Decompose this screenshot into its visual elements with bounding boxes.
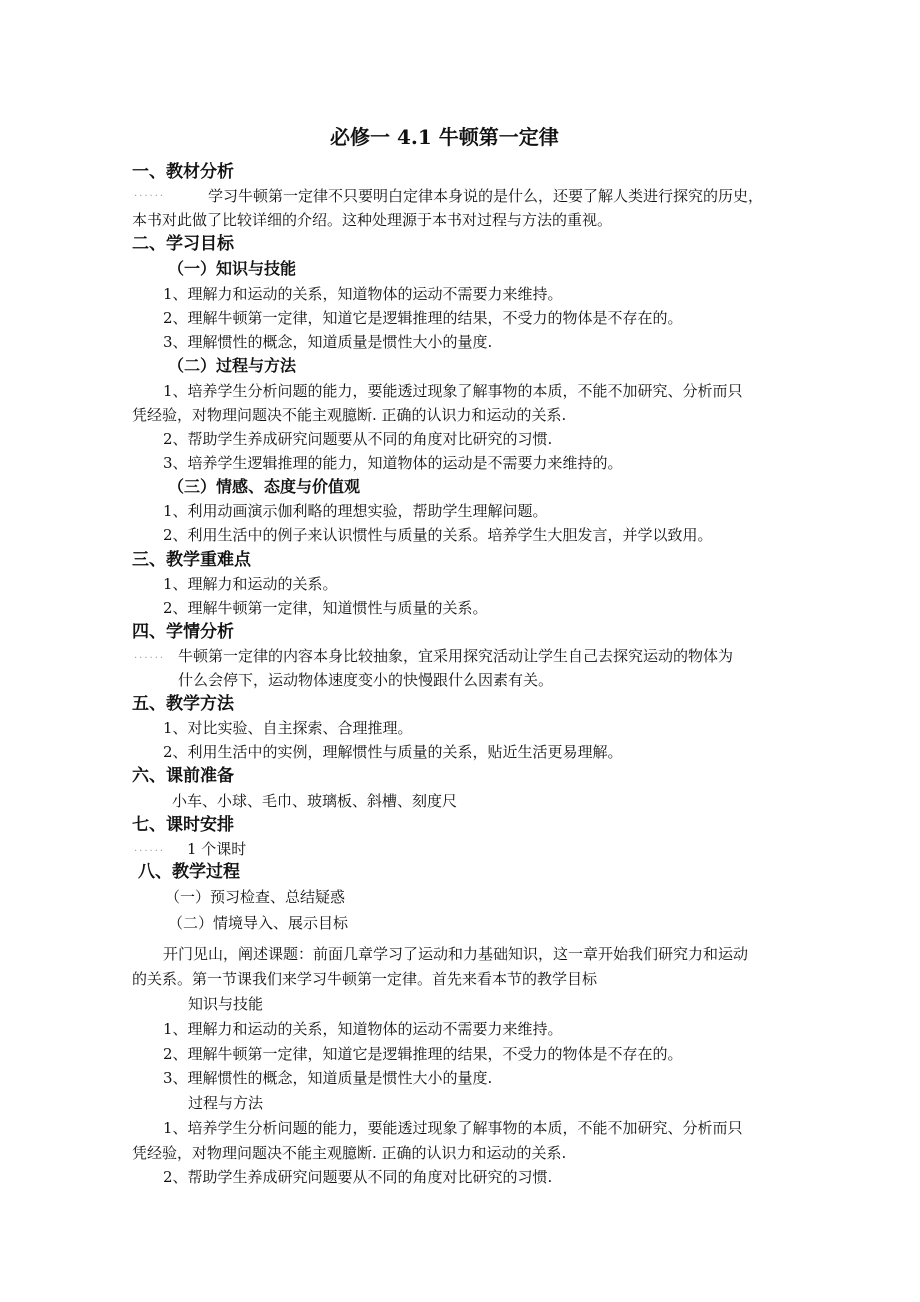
list-item: 3、理解惯性的概念，知道质量是惯性大小的量度. bbox=[163, 333, 493, 351]
list-item: 1、培养学生分析问题的能力，要能透过现象了解事物的本质，不能不加研究、分析而只 bbox=[163, 382, 743, 400]
list-item: 1、理解力和运动的关系。 bbox=[163, 575, 338, 593]
paragraph-line: 开门见山，阐述课题：前面几章学习了运动和力基础知识，这一章开始我们研究力和运动 bbox=[163, 945, 749, 963]
paragraph-line: 什么会停下，运动物体速度变小的快慢跟什么因素有关。 bbox=[178, 671, 554, 689]
section-heading-8: 八、教学过程 bbox=[138, 862, 240, 882]
section-heading-4: 四、学情分析 bbox=[132, 622, 234, 642]
list-item-continued: 凭经验，对物理问题决不能主观臆断. 正确的认识力和运动的关系. bbox=[132, 406, 567, 424]
list-item: 3、培养学生逻辑推理的能力，知道物体的运动是不需要力来维持的。 bbox=[163, 454, 623, 472]
list-item: 1、利用动画演示伽利略的理想实验，帮助学生理解问题。 bbox=[163, 502, 548, 520]
subheading: （一）预习检查、总结疑惑 bbox=[165, 888, 346, 906]
section-heading-1: 一、教材分析 bbox=[132, 162, 234, 182]
paragraph-line: 本书对此做了比较详细的介绍。这种处理源于本书对过程与方法的重视。 bbox=[132, 211, 613, 229]
list-item: 2、帮助学生养成研究问题要从不同的角度对比研究的习惯. bbox=[163, 1168, 553, 1186]
list-item: 1、理解力和运动的关系，知道物体的运动不需要力来维持。 bbox=[163, 1020, 563, 1038]
section-heading-3: 三、教学重难点 bbox=[132, 550, 251, 570]
list-item: 1、理解力和运动的关系，知道物体的运动不需要力来维持。 bbox=[163, 285, 563, 303]
list-item: 2、利用生活中的实例，理解惯性与质量的关系，贴近生活更易理解。 bbox=[163, 743, 623, 761]
section-heading-6: 六、课前准备 bbox=[132, 766, 234, 786]
subheading: 过程与方法 bbox=[188, 1094, 264, 1112]
paragraph-line: 牛顿第一定律的内容本身比较抽象，宜采用探究活动让学生自己去探究运动的物体为 bbox=[178, 647, 734, 665]
list-item: 1、对比实验、自主探索、合理推理。 bbox=[163, 719, 413, 737]
section-heading-2: 二、学习目标 bbox=[132, 234, 234, 254]
list-item: 2、理解牛顿第一定律，知道惯性与质量的关系。 bbox=[163, 599, 488, 617]
list-item: 3、理解惯性的概念，知道质量是惯性大小的量度. bbox=[163, 1069, 493, 1087]
paragraph-line: 学习牛顿第一定律不只要明白定律本身说的是什么，还要了解人类进行探究的历史， bbox=[208, 187, 764, 205]
section-heading-7: 七、课时安排 bbox=[132, 815, 234, 835]
paragraph-line: 小车、小球、毛巾、玻璃板、斜槽、刻度尺 bbox=[172, 792, 458, 810]
marker-dots: ...... bbox=[134, 843, 166, 854]
list-item: 1、培养学生分析问题的能力，要能透过现象了解事物的本质，不能不加研究、分析而只 bbox=[163, 1119, 743, 1137]
section-heading-5: 五、教学方法 bbox=[132, 694, 234, 714]
paragraph-line: 1 个课时 bbox=[187, 840, 247, 858]
marker-dots: ...... bbox=[134, 188, 166, 199]
list-item: 2、理解牛顿第一定律，知道它是逻辑推理的结果，不受力的物体是不存在的。 bbox=[163, 309, 683, 327]
subheading: （三）情感、态度与价值观 bbox=[168, 477, 361, 496]
list-item-continued: 凭经验，对物理问题决不能主观臆断. 正确的认识力和运动的关系. bbox=[132, 1144, 567, 1162]
subheading: （二）情境导入、展示目标 bbox=[168, 914, 349, 932]
list-item: 2、帮助学生养成研究问题要从不同的角度对比研究的习惯. bbox=[163, 430, 553, 448]
subheading: （一）知识与技能 bbox=[168, 259, 297, 278]
marker-dots: ...... bbox=[134, 650, 166, 661]
list-item: 2、理解牛顿第一定律，知道它是逻辑推理的结果，不受力的物体是不存在的。 bbox=[163, 1045, 683, 1063]
paragraph-line: 的关系。第一节课我们来学习牛顿第一定律。首先来看本节的教学目标 bbox=[132, 970, 598, 988]
subheading: （二）过程与方法 bbox=[168, 356, 297, 375]
page-title: 必修一 4.1 牛顿第一定律 bbox=[330, 125, 559, 149]
list-item: 2、利用生活中的例子来认识惯性与质量的关系。培养学生大胆发言，并学以致用。 bbox=[163, 526, 713, 544]
subheading: 知识与技能 bbox=[188, 995, 264, 1013]
